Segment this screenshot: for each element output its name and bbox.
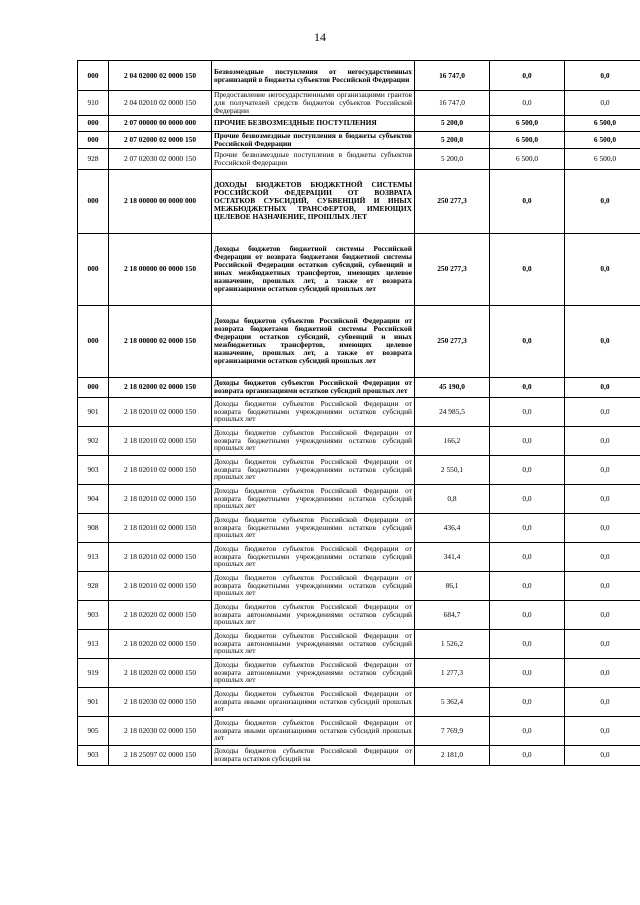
amount-year1-cell: 166,2 (415, 426, 490, 455)
amount-year2-cell: 0,0 (490, 426, 565, 455)
amount-year1-cell: 250 277,3 (415, 233, 490, 305)
budget-classification-code-cell: 2 18 02010 02 0000 150 (109, 542, 212, 571)
amount-year1-cell: 436,4 (415, 513, 490, 542)
amount-year3-cell: 6 500,0 (565, 148, 640, 169)
admin-code-cell: 904 (78, 484, 109, 513)
revenue-name-cell: ПРОЧИЕ БЕЗВОЗМЕЗДНЫЕ ПОСТУПЛЕНИЯ (212, 115, 415, 131)
amount-year1-cell: 16 747,0 (415, 61, 490, 91)
amount-year2-cell: 6 500,0 (490, 115, 565, 131)
revenue-name-cell: Безвозмездные поступления от негосударственных организаций в бюджеты субъектов Российской Федерации (212, 61, 415, 91)
amount-year1-cell: 5 200,0 (415, 131, 490, 148)
budget-classification-code-cell: 2 04 02010 02 0000 150 (109, 91, 212, 116)
table-row (78, 426, 640, 455)
admin-code-cell: 000 (78, 305, 109, 377)
revenue-name-cell: Доходы бюджетов субъектов Российской Федерации от возврата иными организациями остатков субсидий прошлых лет (212, 716, 415, 745)
amount-year1-cell: 250 277,3 (415, 169, 490, 233)
revenue-name-cell: Доходы бюджетов субъектов Российской Федерации от возврата бюджетными учреждениями остатков субсидий прошлых лет (212, 455, 415, 484)
revenue-name-cell: Доходы бюджетов субъектов Российской Федерации от возврата автономными учреждениями остатков субсидий прошлых лет (212, 629, 415, 658)
revenue-name-cell: Доходы бюджетов субъектов Российской Федерации от возврата бюджетными учреждениями остатков субсидий прошлых лет (212, 542, 415, 571)
amount-year2-cell: 0,0 (490, 61, 565, 91)
budget-classification-code-cell: 2 18 02010 02 0000 150 (109, 484, 212, 513)
amount-year2-cell: 0,0 (490, 600, 565, 629)
table-row (78, 542, 640, 571)
amount-year2-cell: 0,0 (490, 169, 565, 233)
revenue-name-cell: Прочие безвозмездные поступления в бюджеты субъектов Российской Федерации (212, 131, 415, 148)
amount-year3-cell: 6 500,0 (565, 131, 640, 148)
table-row (78, 658, 640, 687)
amount-year3-cell: 0,0 (565, 687, 640, 716)
amount-year2-cell: 0,0 (490, 455, 565, 484)
admin-code-cell: 000 (78, 61, 109, 91)
revenue-name-cell: Доходы бюджетов субъектов Российской Федерации от возврата автономными учреждениями остатков субсидий прошлых лет (212, 600, 415, 629)
revenue-name-cell: Прочие безвозмездные поступления в бюджеты субъектов Российской Федерации (212, 148, 415, 169)
amount-year3-cell: 6 500,0 (565, 115, 640, 131)
amount-year3-cell: 0,0 (565, 169, 640, 233)
amount-year2-cell: 0,0 (490, 91, 565, 116)
amount-year2-cell: 0,0 (490, 542, 565, 571)
amount-year2-cell: 0,0 (490, 397, 565, 426)
amount-year3-cell: 0,0 (565, 484, 640, 513)
admin-code-cell: 901 (78, 397, 109, 426)
amount-year1-cell: 1 526,2 (415, 629, 490, 658)
budget-classification-code-cell: 2 18 00000 02 0000 150 (109, 305, 212, 377)
amount-year2-cell: 6 500,0 (490, 131, 565, 148)
budget-classification-code-cell: 2 07 00000 00 0000 000 (109, 115, 212, 131)
table-row (78, 115, 640, 131)
budget-classification-code-cell: 2 18 02010 02 0000 150 (109, 426, 212, 455)
budget-classification-code-cell: 2 18 00000 00 0000 000 (109, 169, 212, 233)
budget-classification-code-cell: 2 07 02000 02 0000 150 (109, 131, 212, 148)
budget-classification-code-cell: 2 18 00000 00 0000 150 (109, 233, 212, 305)
amount-year3-cell: 0,0 (565, 716, 640, 745)
budget-classification-code-cell: 2 18 02010 02 0000 150 (109, 513, 212, 542)
revenue-name-cell: Доходы бюджетов субъектов Российской Федерации от возврата автономными учреждениями остатков субсидий прошлых лет (212, 658, 415, 687)
revenue-name-cell: ДОХОДЫ БЮДЖЕТОВ БЮДЖЕТНОЙ СИСТЕМЫ РОССИЙСКОЙ ФЕДЕРАЦИИ ОТ ВОЗВРАТА ОСТАТКОВ СУБСИДИЙ, СУБВЕНЦИЙ И ИНЫХ МЕЖБЮДЖЕТНЫХ ТРАНСФЕРТОВ, ИМЕЮЩИХ ЦЕЛЕВОЕ НАЗНАЧЕНИЕ, ПРОШЛЫХ ЛЕТ (212, 169, 415, 233)
table-row (78, 131, 640, 148)
amount-year1-cell: 45 190,0 (415, 377, 490, 397)
amount-year1-cell: 7 769,9 (415, 716, 490, 745)
amount-year2-cell: 0,0 (490, 745, 565, 765)
amount-year2-cell: 6 500,0 (490, 148, 565, 169)
amount-year3-cell: 0,0 (565, 397, 640, 426)
amount-year1-cell: 16 747,0 (415, 91, 490, 116)
amount-year3-cell: 0,0 (565, 61, 640, 91)
revenue-name-cell: Доходы бюджетов субъектов Российской Федерации от возврата бюджетными учреждениями остатков субсидий прошлых лет (212, 484, 415, 513)
admin-code-cell: 908 (78, 513, 109, 542)
table-row (78, 61, 640, 91)
admin-code-cell: 000 (78, 115, 109, 131)
budget-classification-code-cell: 2 18 02010 02 0000 150 (109, 571, 212, 600)
amount-year1-cell: 1 277,3 (415, 658, 490, 687)
revenue-name-cell: Доходы бюджетов субъектов Российской Федерации от возврата бюджетными учреждениями остатков субсидий прошлых лет (212, 397, 415, 426)
amount-year2-cell: 0,0 (490, 629, 565, 658)
budget-classification-code-cell: 2 18 02010 02 0000 150 (109, 397, 212, 426)
amount-year1-cell: 5 200,0 (415, 115, 490, 131)
amount-year1-cell: 5 200,0 (415, 148, 490, 169)
amount-year1-cell: 341,4 (415, 542, 490, 571)
table-row (78, 716, 640, 745)
amount-year3-cell: 0,0 (565, 455, 640, 484)
revenue-name-cell: Доходы бюджетов субъектов Российской Федерации от возврата бюджетами бюджетной системы Российской Федерации остатков субсидий, субвенций и иных межбюджетных трансфертов, имеющих целевое назначение, прошлых лет, а также от возврата организациями остатков субсидий прошлых лет (212, 305, 415, 377)
table-row (78, 169, 640, 233)
budget-classification-code-cell: 2 04 02000 02 0000 150 (109, 61, 212, 91)
amount-year3-cell: 0,0 (565, 305, 640, 377)
revenue-name-cell: Доходы бюджетов субъектов Российской Федерации от возврата бюджетными учреждениями остатков субсидий прошлых лет (212, 571, 415, 600)
budget-revenue-table (77, 60, 640, 766)
admin-code-cell: 903 (78, 600, 109, 629)
budget-classification-code-cell: 2 18 02020 02 0000 150 (109, 658, 212, 687)
table-row (78, 687, 640, 716)
table-row (78, 745, 640, 765)
amount-year3-cell: 0,0 (565, 542, 640, 571)
table-row (78, 233, 640, 305)
amount-year3-cell: 0,0 (565, 571, 640, 600)
admin-code-cell: 000 (78, 233, 109, 305)
amount-year2-cell: 0,0 (490, 484, 565, 513)
admin-code-cell: 000 (78, 169, 109, 233)
admin-code-cell: 903 (78, 455, 109, 484)
table-row (78, 629, 640, 658)
table-row (78, 455, 640, 484)
admin-code-cell: 905 (78, 716, 109, 745)
amount-year1-cell: 0,8 (415, 484, 490, 513)
amount-year2-cell: 0,0 (490, 233, 565, 305)
revenue-name-cell: Доходы бюджетов бюджетной системы Российской Федерации от возврата бюджетами бюджетной системы Российской Федерации остатков субсидий, субвенций и иных межбюджетных трансфертов, имеющих целевое назначение, прошлых лет, а также от возврата организациями остатков субсидий прошлых лет (212, 233, 415, 305)
admin-code-cell: 000 (78, 131, 109, 148)
table-row (78, 600, 640, 629)
amount-year2-cell: 0,0 (490, 513, 565, 542)
admin-code-cell: 913 (78, 629, 109, 658)
revenue-name-cell: Доходы бюджетов субъектов Российской Федерации от возврата остатков субсидий на (212, 745, 415, 765)
amount-year2-cell: 0,0 (490, 687, 565, 716)
table-row (78, 397, 640, 426)
admin-code-cell: 928 (78, 148, 109, 169)
amount-year2-cell: 0,0 (490, 305, 565, 377)
amount-year1-cell: 24 985,5 (415, 397, 490, 426)
table-row (78, 91, 640, 116)
revenue-name-cell: Доходы бюджетов субъектов Российской Федерации от возврата организациями остатков субсидий прошлых лет (212, 377, 415, 397)
amount-year1-cell: 684,7 (415, 600, 490, 629)
amount-year2-cell: 0,0 (490, 377, 565, 397)
table-row (78, 305, 640, 377)
amount-year1-cell: 5 362,4 (415, 687, 490, 716)
amount-year3-cell: 0,0 (565, 658, 640, 687)
admin-code-cell: 000 (78, 377, 109, 397)
budget-classification-code-cell: 2 07 02030 02 0000 150 (109, 148, 212, 169)
table-row (78, 484, 640, 513)
amount-year2-cell: 0,0 (490, 571, 565, 600)
table-row (78, 513, 640, 542)
amount-year3-cell: 0,0 (565, 426, 640, 455)
budget-classification-code-cell: 2 18 02030 02 0000 150 (109, 687, 212, 716)
budget-classification-code-cell: 2 18 02010 02 0000 150 (109, 455, 212, 484)
amount-year3-cell: 0,0 (565, 233, 640, 305)
amount-year1-cell: 2 181,0 (415, 745, 490, 765)
admin-code-cell: 901 (78, 687, 109, 716)
amount-year1-cell: 86,1 (415, 571, 490, 600)
table-body (78, 61, 640, 766)
amount-year3-cell: 0,0 (565, 629, 640, 658)
amount-year3-cell: 0,0 (565, 91, 640, 116)
revenue-name-cell: Доходы бюджетов субъектов Российской Федерации от возврата бюджетными учреждениями остатков субсидий прошлых лет (212, 513, 415, 542)
revenue-name-cell: Предоставление негосударственными организациями грантов для получателей средств бюджетов субъектов Российской Федерации (212, 91, 415, 116)
budget-classification-code-cell: 2 18 02020 02 0000 150 (109, 629, 212, 658)
admin-code-cell: 928 (78, 571, 109, 600)
revenue-name-cell: Доходы бюджетов субъектов Российской Федерации от возврата бюджетными учреждениями остатков субсидий прошлых лет (212, 426, 415, 455)
amount-year1-cell: 2 550,1 (415, 455, 490, 484)
admin-code-cell: 910 (78, 91, 109, 116)
admin-code-cell: 913 (78, 542, 109, 571)
revenue-name-cell: Доходы бюджетов субъектов Российской Федерации от возврата иными организациями остатков субсидий прошлых лет (212, 687, 415, 716)
budget-classification-code-cell: 2 18 02000 02 0000 150 (109, 377, 212, 397)
budget-classification-code-cell: 2 18 25097 02 0000 150 (109, 745, 212, 765)
amount-year3-cell: 0,0 (565, 513, 640, 542)
table-row (78, 571, 640, 600)
table-row (78, 148, 640, 169)
budget-classification-code-cell: 2 18 02030 02 0000 150 (109, 716, 212, 745)
table-row (78, 377, 640, 397)
admin-code-cell: 903 (78, 745, 109, 765)
amount-year2-cell: 0,0 (490, 716, 565, 745)
admin-code-cell: 919 (78, 658, 109, 687)
page-number: 14 (314, 30, 326, 44)
amount-year2-cell: 0,0 (490, 658, 565, 687)
amount-year3-cell: 0,0 (565, 745, 640, 765)
amount-year3-cell: 0,0 (565, 600, 640, 629)
amount-year3-cell: 0,0 (565, 377, 640, 397)
budget-classification-code-cell: 2 18 02020 02 0000 150 (109, 600, 212, 629)
admin-code-cell: 902 (78, 426, 109, 455)
amount-year1-cell: 250 277,3 (415, 305, 490, 377)
